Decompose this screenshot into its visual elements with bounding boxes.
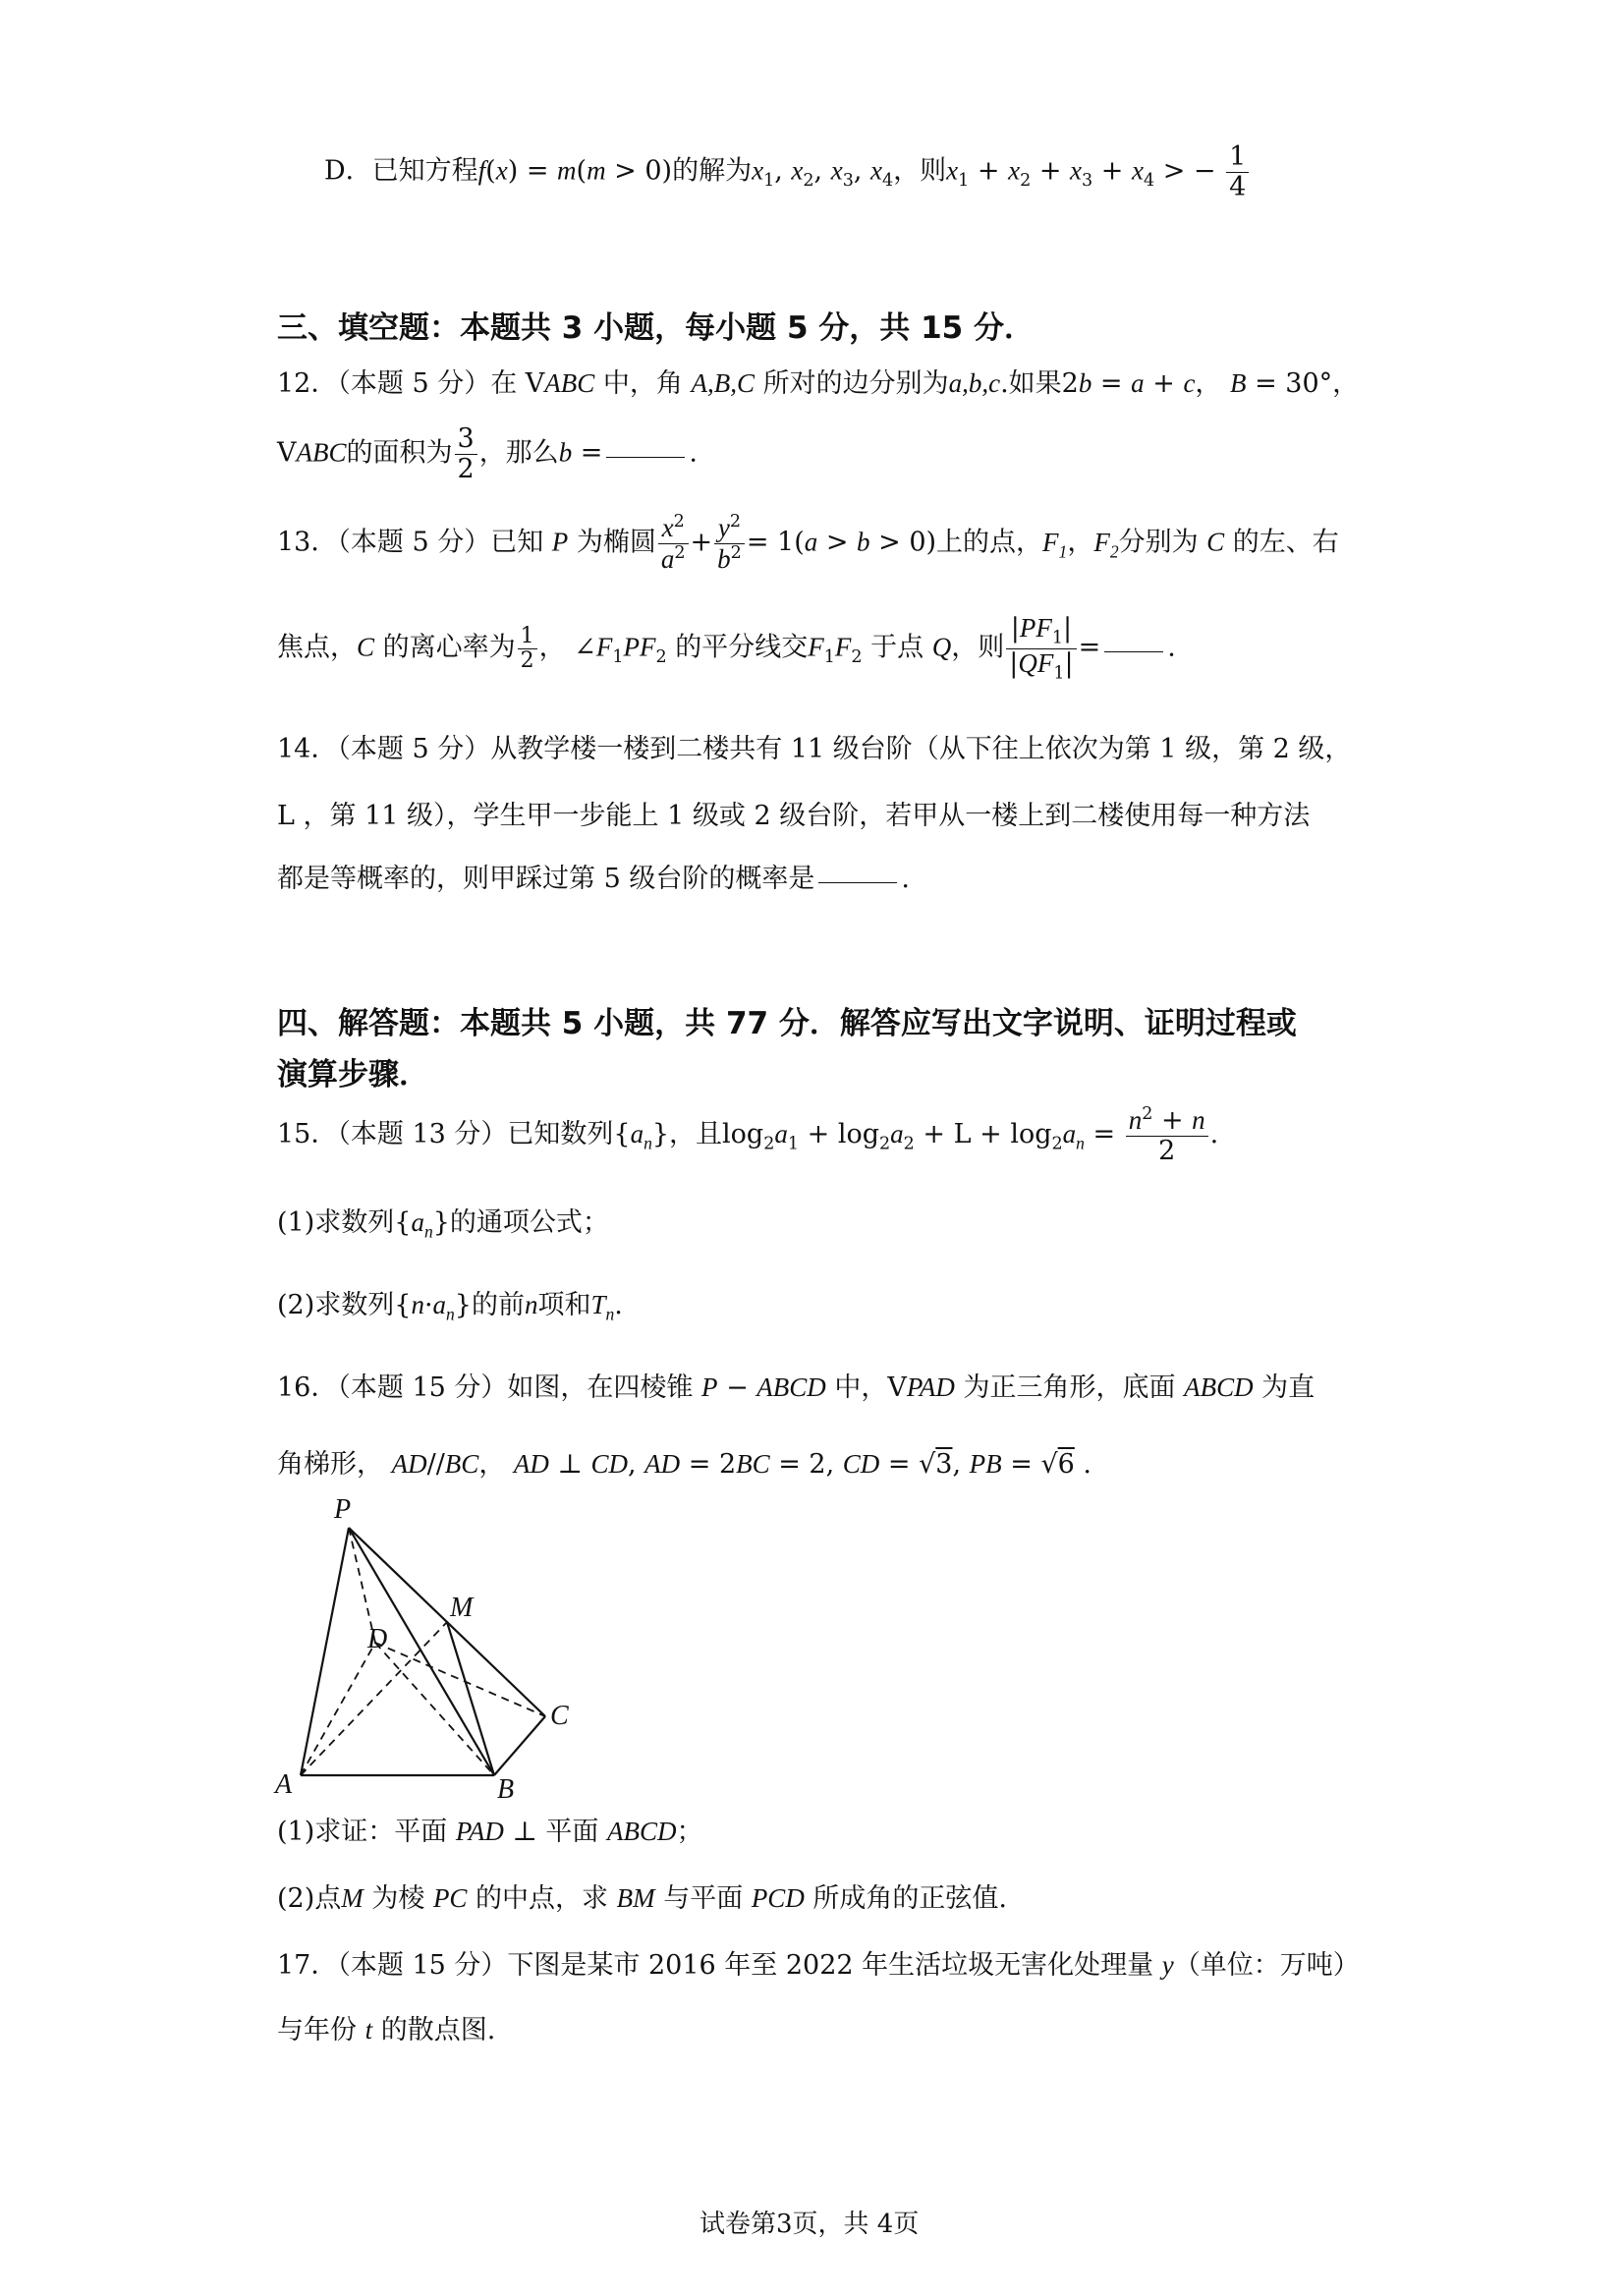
math: PAD <box>906 1372 955 1402</box>
text: 分别为 <box>1118 527 1199 558</box>
q13-line2: 焦点，C 的离心率为 $\frac{1}{2}$ ， $\angle F_1PF_2$ 的平分线交$F_1F_2$ 于点 Q，则 $\frac{|PF_1|}{|QF_1|}$ = . <box>277 613 1176 684</box>
text: 15．（本题 13 分）已知数列 <box>277 1119 614 1150</box>
text: (2)点 <box>277 1883 342 1914</box>
math: b <box>1078 368 1092 398</box>
math: x <box>791 155 804 186</box>
q12-line1: 12．（本题 5 分）在 VABC 中，角 A,B,C 所对的边分别为a,b,c.如果2b = a + c， B = 30°， <box>277 368 1360 399</box>
text: 的通项公式； <box>449 1207 609 1238</box>
text: . <box>689 437 698 469</box>
label-P: P <box>334 1494 352 1525</box>
math: ABC <box>544 368 595 398</box>
math: P <box>551 527 569 557</box>
text: 的离心率为 <box>382 632 516 663</box>
text: ，且 <box>669 1119 723 1150</box>
text: （单位：万吨） <box>1173 1950 1360 1981</box>
math: PF <box>623 632 656 662</box>
math: P <box>700 1372 718 1402</box>
math: M <box>341 1883 364 1913</box>
text: ，那么 <box>478 437 559 469</box>
math: ABCD <box>1184 1372 1254 1402</box>
text: 中，角 <box>602 368 683 399</box>
text: ， <box>478 1449 506 1480</box>
text: . <box>901 864 910 894</box>
text: (1)求数列 <box>277 1207 395 1238</box>
text: 项和 <box>537 1290 591 1320</box>
math: x <box>830 155 843 186</box>
text: ， <box>538 632 566 663</box>
math: f <box>477 155 486 186</box>
math: a <box>774 1119 788 1149</box>
q16-line1: 16．（本题 15 分）如图，在四棱锥 P − ABCD 中，VPAD 为正三角形，底面 ABCD 为直 <box>277 1372 1315 1403</box>
math: C <box>357 632 375 662</box>
fraction: $\frac{|PF_1|}{|QF_1|}$ <box>1006 614 1076 683</box>
math: x <box>870 155 882 186</box>
math: $a_n$ <box>432 1290 455 1324</box>
math: PB <box>969 1449 1002 1479</box>
math: F <box>595 632 613 662</box>
math: m <box>557 155 577 186</box>
math: y <box>1161 1950 1174 1980</box>
math: x <box>1008 155 1021 186</box>
label-B: B <box>497 1774 515 1805</box>
math: CD <box>842 1449 880 1479</box>
math: $a_n$ <box>411 1207 433 1242</box>
edge-PA <box>301 1528 349 1775</box>
math: b <box>857 527 870 557</box>
math: BC <box>444 1449 479 1479</box>
text: 为椭圆 <box>576 527 656 558</box>
text: 的平分线交 <box>675 632 809 663</box>
text: .如果 <box>1000 368 1062 399</box>
text: 为直 <box>1261 1372 1315 1403</box>
edge-DB <box>375 1643 494 1775</box>
math: $a_n$ <box>630 1119 652 1153</box>
q12-line2: VABC的面积为 $\frac{3}{2}$ ，那么b = . <box>277 423 698 484</box>
math: x <box>752 155 764 186</box>
math: a <box>804 527 818 557</box>
text: 与年份 <box>277 2015 357 2045</box>
pyramid-figure <box>265 1493 589 1808</box>
text: (1)求证：平面 <box>277 1817 448 1847</box>
text: 17．（本题 15 分）下图是某市 2016 年至 2022 年生活垃圾无害化处理量 <box>277 1950 1154 1981</box>
math: ABCD <box>607 1817 677 1846</box>
math: A,B,C <box>691 368 755 398</box>
text: 为棱 <box>371 1883 425 1914</box>
label-C: C <box>550 1701 569 1731</box>
math: B <box>1230 368 1247 398</box>
math: x <box>946 155 959 186</box>
option-d-end: ，则 <box>893 155 947 187</box>
math: $F_2$ <box>1093 527 1119 562</box>
text: 角梯形， <box>277 1449 383 1480</box>
math: a,b,c <box>948 368 1001 398</box>
text: ； <box>676 1817 703 1847</box>
math: x <box>495 155 508 186</box>
text: 平面 <box>545 1817 599 1847</box>
edge-DC <box>375 1643 545 1716</box>
label-D: D <box>367 1624 388 1654</box>
option-d-mid: 的解为 <box>672 155 753 187</box>
text: 上的点， <box>936 527 1043 558</box>
answer-blank[interactable] <box>606 456 685 458</box>
math: PAD <box>455 1817 504 1846</box>
section4-title-line1: 四、解答题：本题共 5 小题，共 77 分．解答应写出文字说明、证明过程或 <box>277 1006 1297 1041</box>
q16-line2: 角梯形， AD//BC， AD ⊥ CD, AD = 2BC = 2, CD = √3, PB = √6 . <box>277 1449 1092 1480</box>
text: 于点 <box>870 632 924 663</box>
fraction: $\frac{n^2 + n}{2}$ <box>1126 1105 1208 1165</box>
math: n <box>524 1290 538 1319</box>
text: 的散点图. <box>380 2015 496 2045</box>
math: CD <box>590 1449 628 1479</box>
q15-part2: (2)求数列$\{n\cdot a_n\}$的前n项和$T_n$. <box>277 1290 623 1324</box>
fraction: $\frac{y^2}{b^2}$ <box>714 513 745 574</box>
text: 与平面 <box>663 1883 744 1914</box>
math: c <box>1183 368 1196 398</box>
q15-line1: 15．（本题 13 分）已知数列$\{a_n\}$，且$\log_2a_1 + \log_2a_2 + L + \log_2a_n$ = $\frac{n^2 + n}{2}$ . <box>277 1104 1219 1166</box>
math: C <box>1206 527 1225 557</box>
fraction: $\frac{3}{2}$ <box>455 424 477 483</box>
text: ，则 <box>951 632 1005 663</box>
math: BM <box>616 1883 655 1913</box>
answer-blank[interactable] <box>818 881 897 883</box>
q14-line2: L ，第 11 级），学生甲一步能上 1 级或 2 级台阶，若甲从一楼上到二楼使用每一种方法 <box>277 801 1311 831</box>
text: (2)求数列 <box>277 1290 395 1320</box>
fraction: $\frac{x^2}{a^2}$ <box>658 513 689 574</box>
q17-line1 <box>277 1943 1360 1982</box>
math: AD <box>391 1449 427 1479</box>
text: 13．（本题 5 分）已知 <box>277 527 544 558</box>
text: 为正三角形，底面 <box>963 1372 1176 1403</box>
math: $T_n$ <box>590 1290 615 1324</box>
q13-line1: 13．（本题 5 分）已知 P 为椭圆 $\frac{x^2}{a^2}$ + $\frac{y^2}{b^2}$ = 1(a > b > 0)上的点，$F_1$，$F_2$分别为 C 的左、右 <box>277 512 1339 574</box>
math: AD <box>644 1449 681 1479</box>
text: 的左、右 <box>1232 527 1339 558</box>
math: a <box>890 1119 904 1149</box>
math: ABC <box>296 437 347 468</box>
math: $F_1$ <box>1042 527 1068 562</box>
q14-line3 <box>277 857 910 895</box>
fraction: $\frac{1}{4}$ <box>1226 142 1249 201</box>
text: 的前 <box>471 1290 525 1320</box>
fraction: $\frac{1}{2}$ <box>518 625 537 673</box>
text: 16．（本题 15 分）如图，在四棱锥 <box>277 1372 694 1403</box>
label-A: A <box>275 1769 293 1800</box>
text: 所成角的正弦值. <box>812 1883 1007 1914</box>
math: F <box>808 632 824 662</box>
text: 的面积为 <box>346 437 453 469</box>
text: . <box>1167 632 1176 663</box>
q17-line2 <box>277 2008 495 2046</box>
section4-title-line2: 演算步骤． <box>277 1057 429 1092</box>
text: 所对的边分别为 <box>762 368 949 399</box>
math: $a_n$ <box>1062 1119 1085 1153</box>
option-d: D．已知方程f(x) = m(m > 0)的解为$x_1$, $x_2$, $x_3$, $x_4$，则$x_1 + x_2 + x_3 + x_4$ > − $\frac{1}{4}$ <box>324 142 1251 201</box>
math: x <box>1070 155 1083 186</box>
text: 焦点， <box>277 632 357 663</box>
math: BC <box>736 1449 770 1479</box>
answer-blank[interactable] <box>1104 650 1163 652</box>
text: 都是等概率的，则甲踩过第 5 级台阶的概率是 <box>277 864 815 894</box>
text: ， <box>1195 368 1222 399</box>
math: PC <box>432 1883 468 1913</box>
text: . <box>614 1290 623 1320</box>
math: b <box>558 437 573 468</box>
edge-BC <box>494 1716 545 1775</box>
label-M: M <box>450 1593 474 1623</box>
math: t <box>364 2015 373 2044</box>
q15-part1: (1)求数列$\{a_n\}$的通项公式； <box>277 1207 609 1242</box>
section3-title: 三、填空题：本题共 3 小题，每小题 5 分，共 15 分． <box>277 310 1035 346</box>
math: PCD <box>751 1883 805 1913</box>
option-d-label: D．已知方程 <box>324 155 478 187</box>
edge-AD <box>301 1643 375 1775</box>
text: 12．（本题 5 分）在 <box>277 368 518 399</box>
math: Q <box>931 632 952 662</box>
q16-part2 <box>277 1876 1007 1915</box>
math: AD <box>513 1449 549 1479</box>
math: m <box>587 155 606 186</box>
q14-line1: 14．（本题 5 分）从教学楼一楼到二楼共有 11 级台阶（从下往上依次为第 1 级，第 2 级， <box>277 734 1352 764</box>
text: 的中点，求 <box>476 1883 609 1914</box>
text: 中， <box>834 1372 888 1403</box>
q16-part1: (1)求证：平面 PAD ⊥ 平面 ABCD； <box>277 1817 703 1847</box>
math: n <box>411 1290 424 1319</box>
math: ABCD <box>756 1372 826 1402</box>
math: x <box>1131 155 1144 186</box>
math: a <box>1131 368 1145 398</box>
page-footer: 试卷第3页，共 4页 <box>700 2210 920 2239</box>
math: F <box>834 632 852 662</box>
